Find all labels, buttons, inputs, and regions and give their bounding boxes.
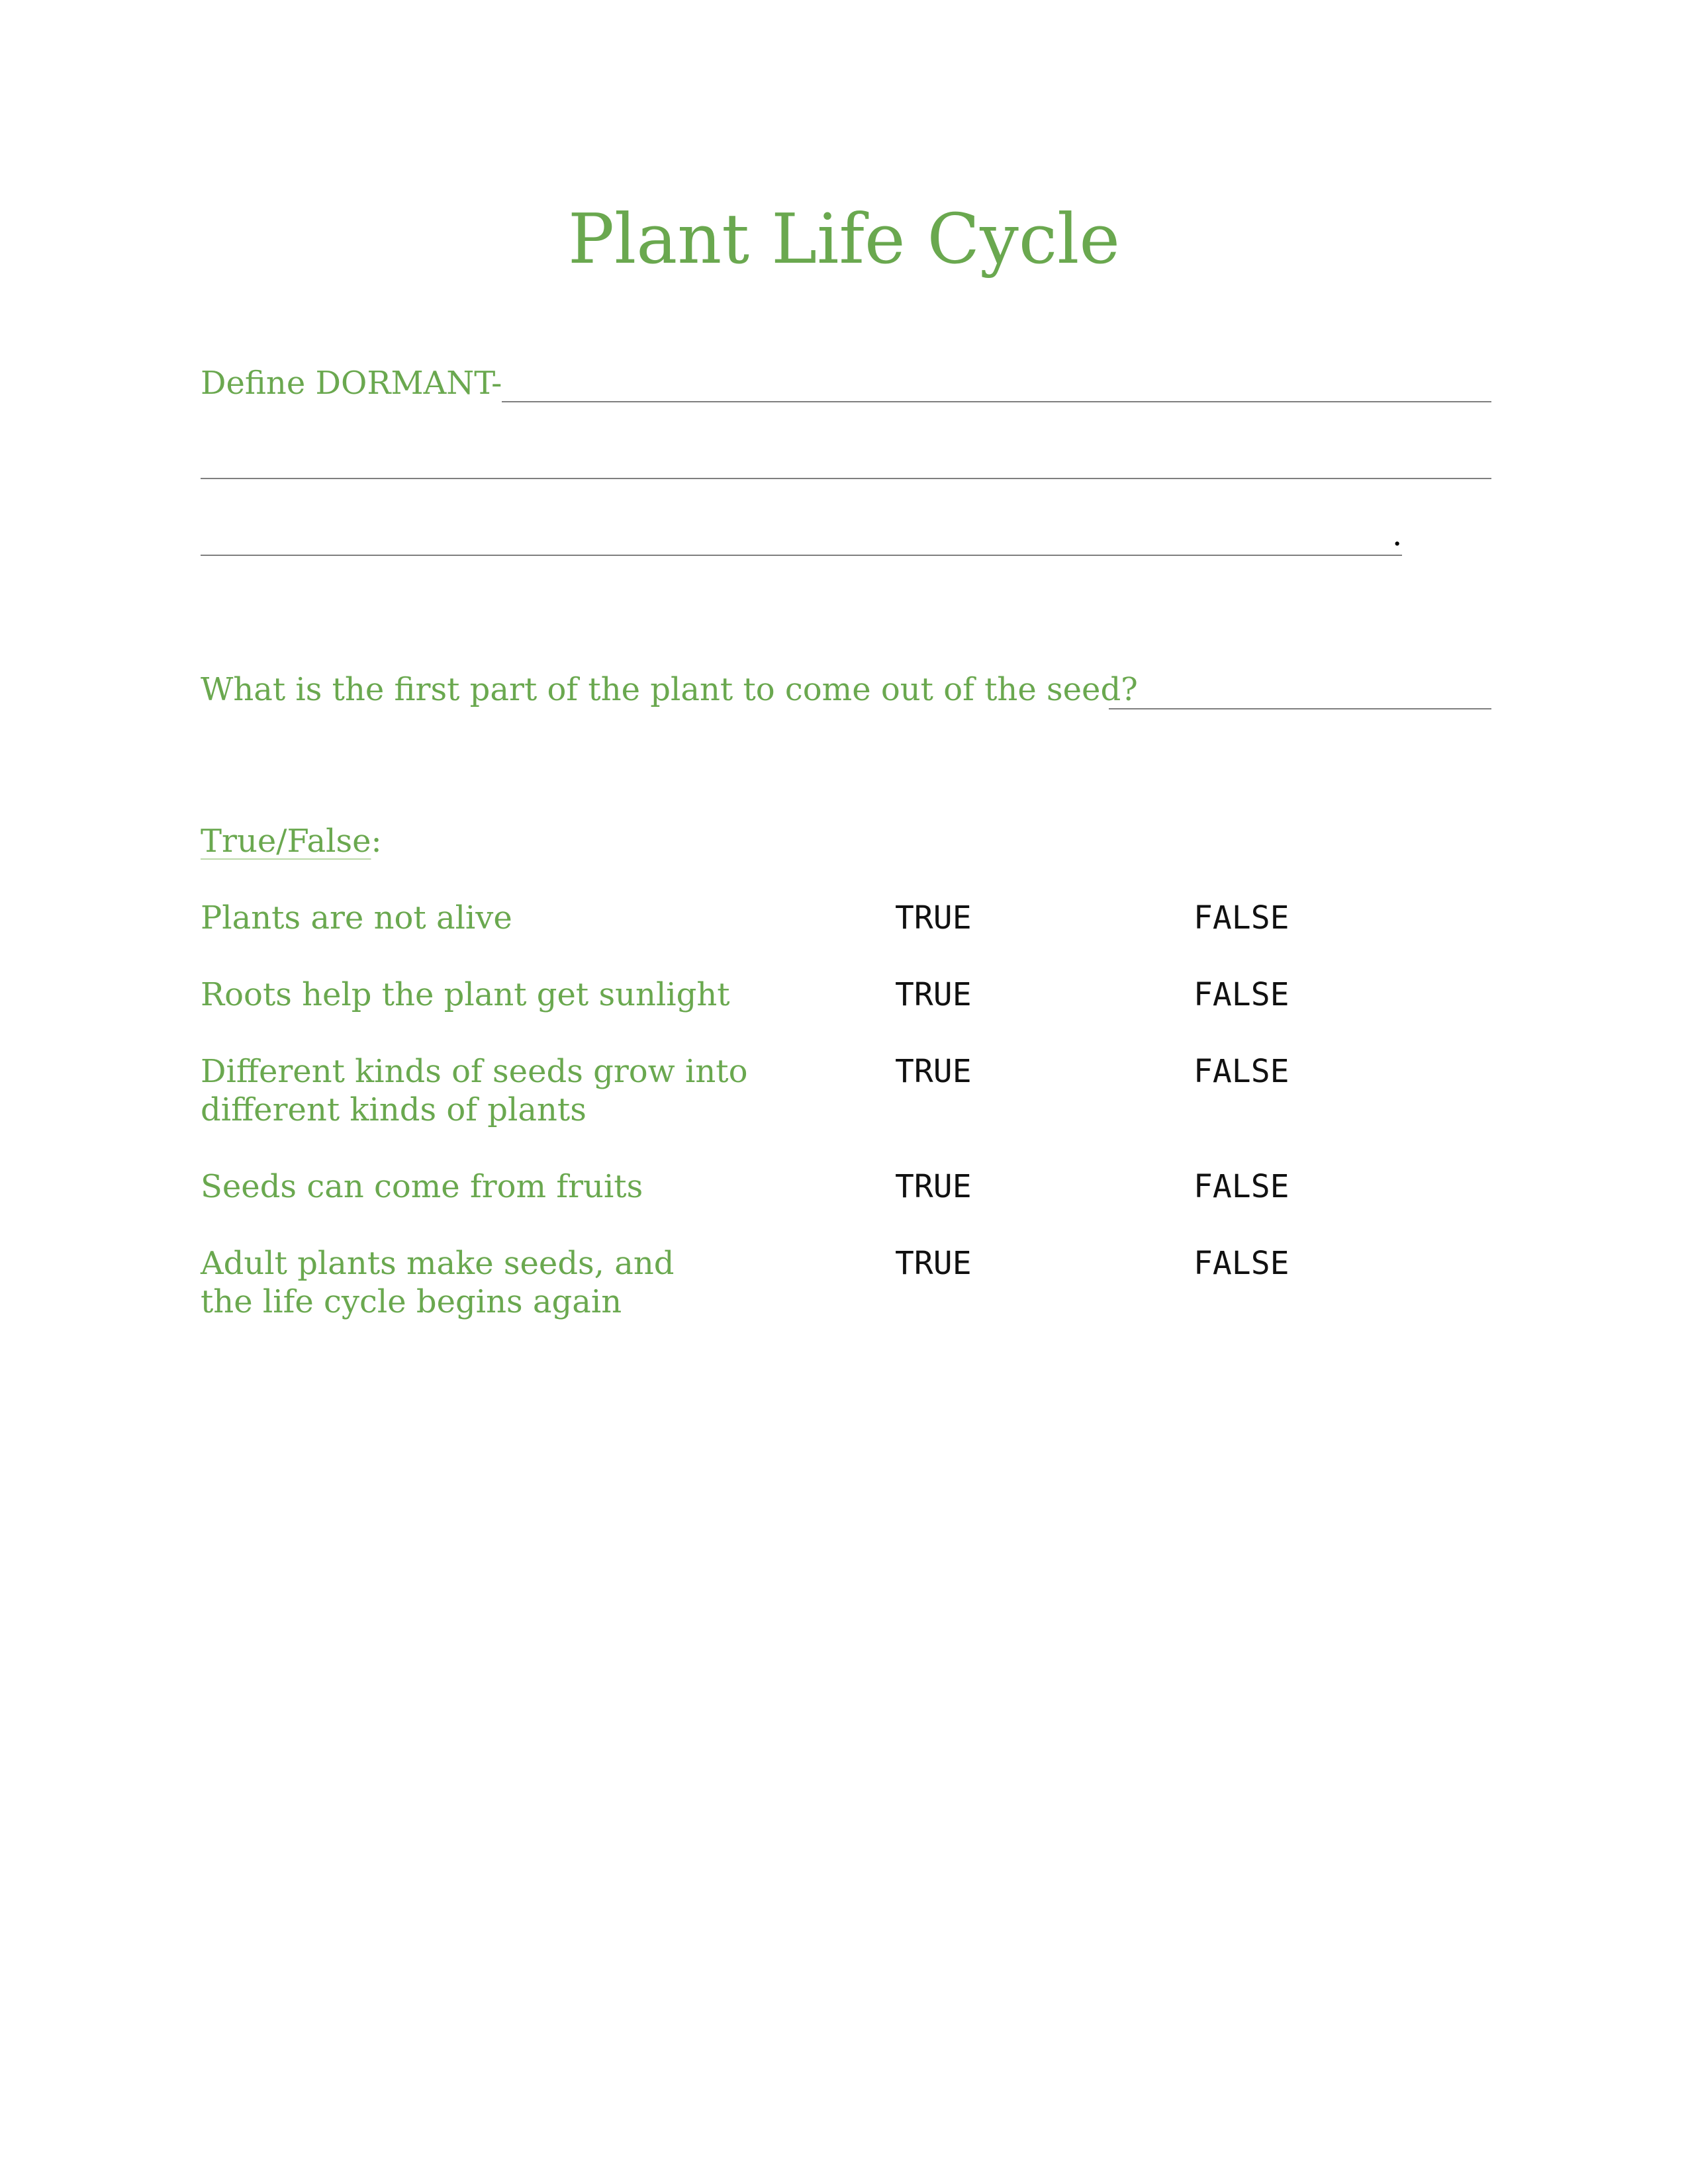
define-end-mark: . xyxy=(1392,516,1403,553)
tf-true-option-4[interactable]: TRUE xyxy=(895,1168,972,1205)
first-part-question: What is the first part of the plant to come out of the seed? xyxy=(201,671,1138,708)
define-answer-line-3[interactable] xyxy=(201,555,1402,556)
define-prompt: Define DORMANT- xyxy=(201,365,502,402)
tf-true-option-3[interactable]: TRUE xyxy=(895,1053,972,1090)
tf-false-option-1[interactable]: FALSE xyxy=(1194,899,1289,936)
tf-statement-4: Seeds can come from fruits xyxy=(201,1168,643,1205)
tf-false-option-4[interactable]: FALSE xyxy=(1194,1168,1289,1205)
tf-true-option-5[interactable]: TRUE xyxy=(895,1245,972,1282)
tf-statement-5: Adult plants make seeds, and the life cycle begins again xyxy=(201,1245,675,1320)
tf-false-option-2[interactable]: FALSE xyxy=(1194,976,1289,1013)
define-answer-line-2[interactable] xyxy=(201,478,1491,479)
define-answer-line-1[interactable] xyxy=(502,401,1491,402)
tf-statement-2: Roots help the plant get sunlight xyxy=(201,976,730,1013)
tf-true-option-1[interactable]: TRUE xyxy=(895,899,972,936)
true-false-heading-colon: : xyxy=(371,823,382,860)
tf-false-option-3[interactable]: FALSE xyxy=(1194,1053,1289,1090)
true-false-heading xyxy=(201,822,382,860)
tf-false-option-5[interactable]: FALSE xyxy=(1194,1245,1289,1282)
tf-true-option-2[interactable]: TRUE xyxy=(895,976,972,1013)
true-false-heading-text: True/False xyxy=(201,823,371,860)
page-title: Plant Life Cycle xyxy=(568,199,1120,279)
tf-statement-3: Different kinds of seeds grow into different kinds of plants xyxy=(201,1053,748,1128)
first-part-answer-line[interactable] xyxy=(1109,708,1491,709)
tf-statement-1: Plants are not alive xyxy=(201,899,512,936)
